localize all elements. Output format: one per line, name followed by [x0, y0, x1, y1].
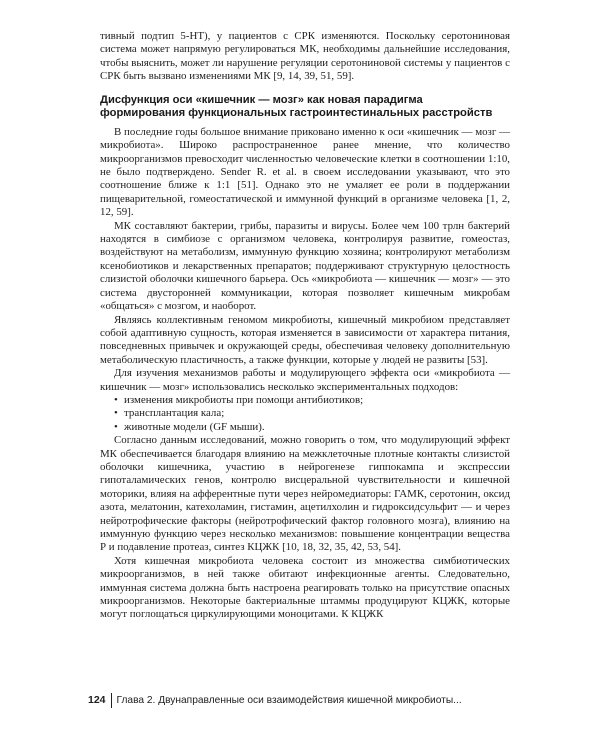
list-item — [114, 407, 510, 420]
paragraph-immune: Хотя кишечная микробиота человека состоит из множества симбиотических микроорганизмов, в ней также обитают инфекционные агенты. Следовательно, иммунная система должна быть настроена реагировать только на присутствие опасных микроорганизмов. Некоторые бактериальные штаммы продуцируют КЦЖК, которые могут поглощаться циркулирующими моноцитами. К КЦЖК — [100, 554, 510, 621]
bullet-icon: • — [114, 420, 118, 433]
list-item-text: трансплантация кала; — [124, 407, 225, 420]
paragraph-ratio: В последние годы большое внимание приковано именно к оси «кишечник — мозг — микробиота». Широко распространенное ранее мнение, что количество микроорганизмов превосходит численностью человеческие клетки в соотношении 1:10, не было подтверждено. Sender R. et al. в своем исследовании указывают, что это соотношение ближе к 1:1 [51]. Однако это не умаляет ее роли в поддержании пищеварительной, гомеостатической и иммунной функций в организме человека [1, 2, 12, 59]. — [100, 125, 510, 219]
paragraph-mechanisms: Согласно данным исследований, можно говорить о том, что модулирующий эффект МК обеспечивается благодаря влиянию на межклеточные плотные контакты слизистой оболочки кишечника, участию в нейрогенезе гиппокампа и экспрессии гипоталамических генов, контролю висцеральной чувствительности и кишечной моторики, влияя на афферентные пути через нейромедиаторы: ГАМК, серотонин, оксид азота, мелатонин, катехоламин, гистамин, ацетилхолин и гидроксидсульфит — и через нейротрофические факторы (нейротрофический фактор головного мозга), влиянию на иммунную функцию через несколько механизмов: повышение концентрации вещества Р и подавление протеаз, синтез КЦЖК [10, 18, 32, 35, 42, 53, 54]. — [100, 434, 510, 554]
list-item — [114, 421, 510, 434]
list-item-text: животные модели (GF мыши). — [124, 420, 265, 433]
intro-paragraph: тивный подтип 5-НТ), у пациентов с СРК изменяются. Поскольку серотониновая система может напрямую регулироваться МК, необходимы дальнейшие исследования, чтобы выяснить, может ли нарушение регуляции серотониновой системы у пациентов с СРК быть вызвано изменениями МК [9, 14, 39, 51, 59]. — [100, 30, 510, 83]
paragraph-microbiome: Являясь коллективным геномом микробиоты, кишечный микробиом представляет собой адаптивную сущность, которая изменяется в зависимости от характера питания, повседневных привычек и окружающей среды, обеспечивая человеку дополнительную метаболическую пластичность, а также функции, которые у людей не развиты [53]. — [100, 313, 510, 366]
section-heading: Дисфункция оси «кишечник — мозг» как новая парадигма формирования функциональных гастроинтестинальных расстройств — [100, 93, 493, 120]
paragraph-approaches: Для изучения механизмов работы и модулирующего эффекта оси «микробиота — кишечник — мозг» использовались несколько экспериментальных подходов: — [100, 367, 510, 393]
footer-divider — [111, 693, 112, 708]
list-item — [114, 394, 510, 407]
page-body — [100, 30, 510, 622]
bullet-icon: • — [114, 407, 118, 420]
paragraph-composition: МК составляют бактерии, грибы, паразиты и вирусы. Более чем 100 трлн бактерий находятся в симбиозе с организмом человека, контролируя развитие, гомеостаз, воздействуют на метаболизм, иммунную функцию хозяина; контролируют метаболизм ксенобиотиков и лекарственных препаратов; поддерживают структурную целостность слизистой оболочки кишечного барьера. Ось «микробиота — кишечник — мозг» — это система двусторонней коммуникации, которая позволяет кишечным микробам «общаться» с мозгом, и наоборот. — [100, 219, 510, 313]
running-chapter-title: Глава 2. Двунаправленные оси взаимодействия кишечной микробиоты... — [116, 694, 462, 706]
bullet-icon: • — [114, 393, 118, 406]
list-item-text: изменения микробиоты при помощи антибиотиков; — [124, 393, 364, 406]
approaches-list — [100, 394, 510, 434]
page-footer — [88, 692, 518, 708]
page-number: 124 — [88, 694, 106, 706]
